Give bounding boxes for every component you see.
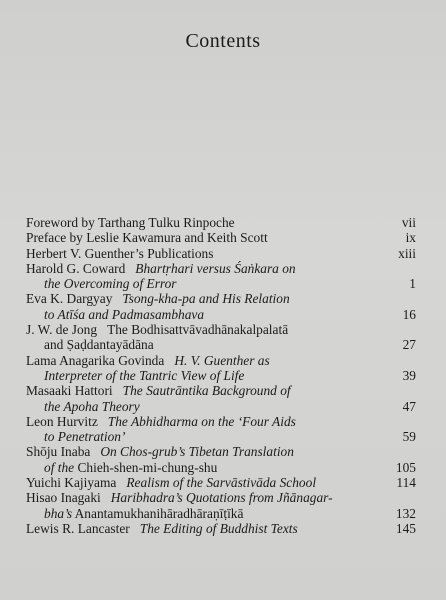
toc-entry <box>26 521 416 536</box>
entry-author: Lama Anagarika Govinda <box>26 352 165 368</box>
page-number: 16 <box>402 306 416 322</box>
table-of-contents <box>26 215 416 536</box>
page-number: 145 <box>395 520 416 536</box>
page-number: ix <box>405 230 416 246</box>
toc-entry <box>26 353 416 384</box>
toc-entry <box>26 246 416 261</box>
page-number: 105 <box>395 459 416 475</box>
entry-title-plain: Chieh-shen-mi-chung-shu <box>77 459 218 475</box>
entry-title: Haribhadra’s Quotations from Jñānagar- <box>110 490 333 506</box>
toc-entry <box>26 475 416 490</box>
toc-entry <box>26 383 416 414</box>
page-number: 1 <box>409 276 416 292</box>
entry-title-plain: and Ṣaḍdantayādāna <box>44 337 154 353</box>
toc-entry <box>26 322 416 353</box>
page-number: 114 <box>396 475 416 491</box>
page-number: 132 <box>395 505 416 521</box>
entry-author: Masaaki Hattori <box>26 383 113 399</box>
entry-author: Yuichi Kajiyama <box>26 475 117 491</box>
entry-title: Interpreter of the Tantric View of Life <box>44 367 245 383</box>
entry-title-plain: The Bodhisattvāvadhānakalpalatā <box>107 322 289 338</box>
entry-author: Eva K. Dargyay <box>26 291 113 307</box>
entry-title: Bhartṛhari versus Śaṅkara on <box>135 260 296 276</box>
entry-title: Tsong-kha-pa and His Relation <box>122 291 290 307</box>
page-number: 59 <box>402 429 416 445</box>
toc-entry <box>26 261 416 292</box>
entry-title: to Atīśa and Padmasambhava <box>44 306 205 322</box>
page-number: 47 <box>402 398 416 414</box>
entry-title: The Abhidharma on the ‘Four Aids <box>107 413 296 429</box>
page-number: vii <box>401 215 416 230</box>
entry-text: Herbert V. Guenther’s Publications <box>26 245 214 261</box>
entry-title: The Editing of Buddhist Texts <box>139 520 298 536</box>
toc-entry <box>26 414 416 445</box>
toc-entry <box>26 215 416 230</box>
toc-entry <box>26 230 416 245</box>
toc-entry <box>26 444 416 475</box>
entry-author: Lewis R. Lancaster <box>26 520 130 536</box>
entry-title: The Sautrāntika Background of <box>122 383 291 399</box>
page-title: Contents <box>185 30 261 52</box>
page-number: 39 <box>402 367 416 383</box>
toc-entry <box>26 490 416 521</box>
entry-author: Leon Hurvitz <box>26 413 98 429</box>
entry-title: to Penetration’ <box>44 429 126 445</box>
entry-title: the Apoha Theory <box>44 398 140 414</box>
entry-text: Foreword by Tarthang Tulku Rinpoche <box>26 215 235 230</box>
entry-author: Shōju Inaba <box>26 444 91 460</box>
entry-title: bha’s <box>44 505 73 521</box>
page-number: 27 <box>402 337 416 353</box>
entry-title: of the <box>44 459 75 475</box>
entry-title: Realism of the Sarvāstivāda School <box>126 475 317 491</box>
entry-title: On Chos-grub’s Tibetan Translation <box>100 444 294 460</box>
entry-title: H. V. Guenther as <box>174 352 270 368</box>
toc-entry <box>26 291 416 322</box>
entry-author: Hisao Inagaki <box>26 490 101 506</box>
page-number: xiii <box>398 245 416 261</box>
entry-author: Harold G. Coward <box>26 260 126 276</box>
entry-author: J. W. de Jong <box>26 322 98 338</box>
entry-text: Preface by Leslie Kawamura and Keith Scott <box>26 230 268 246</box>
entry-title: the Overcoming of Error <box>44 276 177 292</box>
entry-title-plain: Anantamukhanihāradhāraṇīṭīkā <box>74 505 244 521</box>
